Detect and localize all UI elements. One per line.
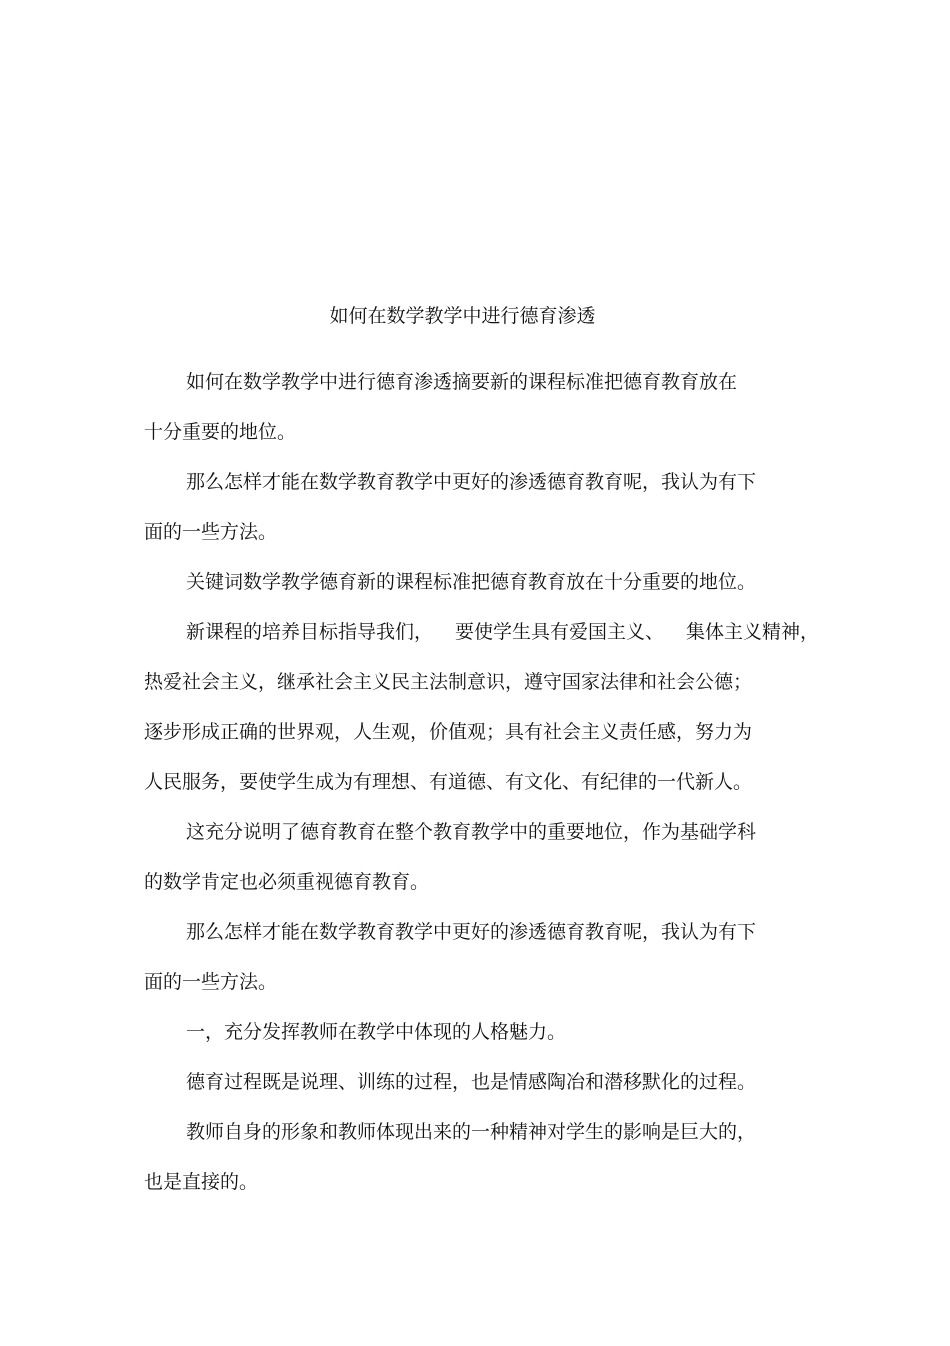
goal-text-part: 新课程的培养目标指导我们， [186, 621, 434, 643]
paragraph-line: 那么怎样才能在数学教育教学中更好的渗透德育教育呢，我认为有下 [186, 471, 757, 493]
paragraph-line: 面的一些方法。 [144, 521, 278, 543]
paragraph-line: 这充分说明了德育教育在整个教育教学中的重要地位，作为基础学科 [186, 821, 757, 843]
goal-text-part: 要使学生具有爱国主义、 [455, 621, 665, 643]
paragraph-line: 的数学肯定也必须重视德育教育。 [144, 871, 430, 893]
paragraph-line [144, 618, 824, 668]
paragraph-line: 教师自身的形象和教师体现出来的一种精神对学生的影响是巨大的， [186, 1121, 757, 1143]
paragraph-line: 也是直接的。 [144, 1171, 259, 1193]
document-title: 如何在数学教学中进行德育渗透 [329, 305, 596, 327]
goal-text-part: 集体主义精神， [686, 621, 820, 643]
paragraph-line: 如何在数学教学中进行德育渗透摘要新的课程标准把德育教育放在 [186, 371, 738, 393]
paragraph-line: 面的一些方法。 [144, 971, 278, 993]
section-heading: 一，充分发挥教师在教学中体现的人格魅力。 [186, 1021, 567, 1043]
paragraph-line: 十分重要的地位。 [144, 421, 297, 443]
paragraph-line: 逐步形成正确的世界观，人生观，价值观；具有社会主义责任感，努力为 [144, 721, 753, 743]
document-body [144, 368, 824, 1218]
paragraph-line: 人民服务，要使学生成为有理想、有道德、有文化、有纪律的一代新人。 [144, 771, 753, 793]
paragraph-line: 那么怎样才能在数学教育教学中更好的渗透德育教育呢，我认为有下 [186, 921, 757, 943]
paragraph-line: 热爱社会主义，继承社会主义民主法制意识，遵守国家法律和社会公德； [144, 671, 753, 693]
paragraph-line: 德育过程既是说理、训练的过程，也是情感陶冶和潜移默化的过程。 [186, 1071, 757, 1093]
keywords-line: 关键词数学教学德育新的课程标准把德育教育放在十分重要的地位。 [186, 571, 757, 593]
